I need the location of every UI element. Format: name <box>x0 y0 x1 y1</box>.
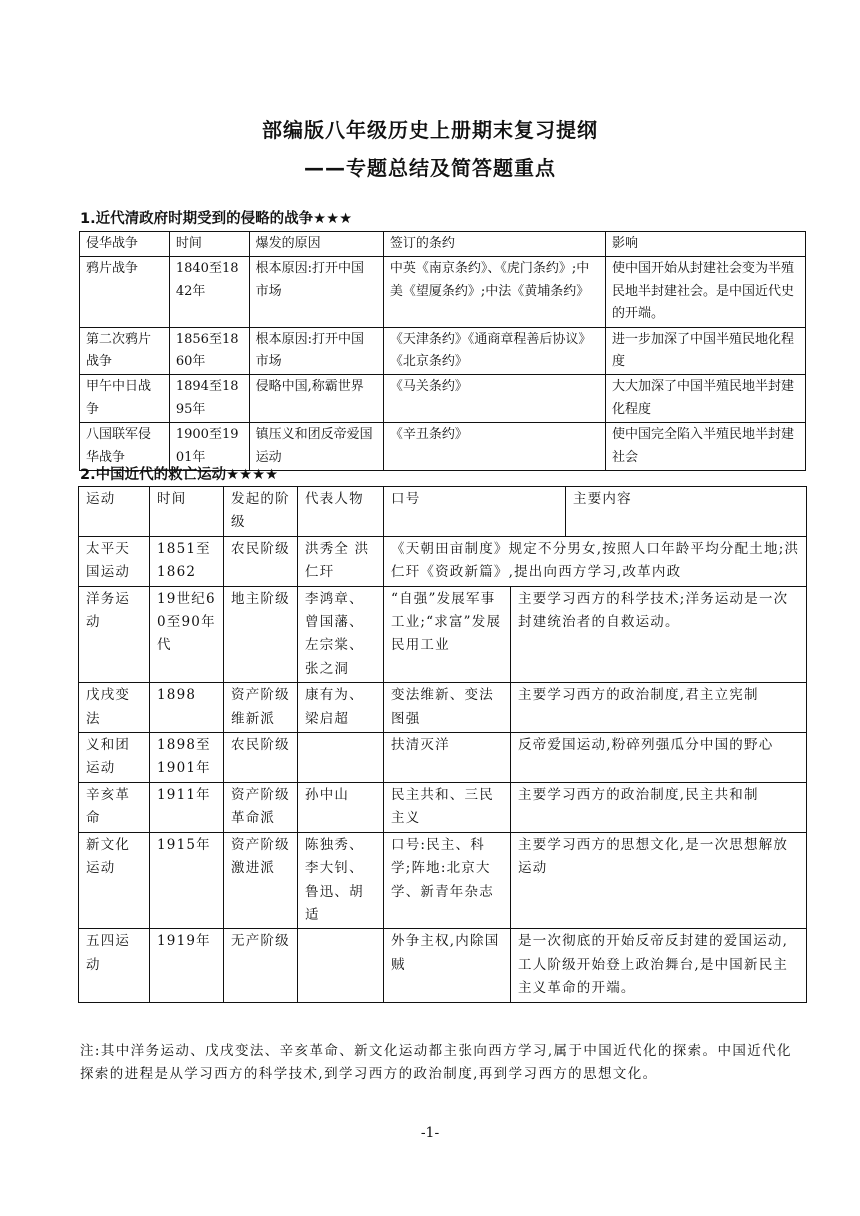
war-table-header <box>80 232 806 257</box>
header-cell: 主要内容 <box>566 487 807 537</box>
war-name: 八国联军侵华战争 <box>80 423 170 471</box>
movement-name: 新文化运动 <box>79 832 150 929</box>
movement-figures: 洪秀全 洪仁玕 <box>298 536 384 586</box>
war-time: 1856至1860年 <box>169 327 249 375</box>
header-cell: 发起的阶级 <box>224 487 298 537</box>
war-treaty: 《马关条约》 <box>383 375 605 423</box>
movement-name: 戊戌变法 <box>79 683 150 733</box>
war-time: 1894至1895年 <box>169 375 249 423</box>
movement-slogan: 民主共和、三民主义 <box>384 782 511 832</box>
war-name: 鸦片战争 <box>80 257 170 327</box>
war-cause: 侵略中国,称霸世界 <box>249 375 383 423</box>
header-cell: 时间 <box>169 232 249 257</box>
movement-content: 主要学习西方的政治制度,民主共和制 <box>511 782 807 832</box>
table-row <box>79 733 807 783</box>
movement-name: 义和团运动 <box>79 733 150 783</box>
table-row <box>80 375 806 423</box>
war-treaty: 《天津条约》《通商章程善后协议》《北京条约》 <box>383 327 605 375</box>
war-time: 1840至1842年 <box>169 257 249 327</box>
movement-content: 主要学习西方的科学技术;洋务运动是一次封建统治者的自救运动。 <box>511 586 807 683</box>
movement-time: 1919年 <box>150 929 224 1002</box>
war-cause: 根本原因:打开中国市场 <box>249 257 383 327</box>
war-table <box>79 231 806 471</box>
movement-time: 1911年 <box>150 782 224 832</box>
movement-content: 《天朝田亩制度》规定不分男女,按照人口年龄平均分配土地;洪仁玕《资政新篇》,提出向西方学习,改革内政 <box>384 536 807 586</box>
movement-slogan: 口号:民主、科学;阵地:北京大学、新青年杂志 <box>384 832 511 929</box>
page-number: -1- <box>420 1125 440 1141</box>
table-row <box>79 536 807 586</box>
war-cause: 根本原因:打开中国市场 <box>249 327 383 375</box>
movement-figures: 康有为、梁启超 <box>298 683 384 733</box>
header-cell: 签订的条约 <box>383 232 605 257</box>
movement-class: 农民阶级 <box>224 536 298 586</box>
movement-slogan: 外争主权,内除国贼 <box>384 929 511 1002</box>
movement-name: 五四运动 <box>79 929 150 1002</box>
movement-class: 无产阶级 <box>224 929 298 1002</box>
header-cell: 运动 <box>79 487 150 537</box>
war-cause: 镇压义和团反帝爱国运动 <box>249 423 383 471</box>
header-cell: 爆发的原因 <box>249 232 383 257</box>
movement-class: 资产阶级维新派 <box>224 683 298 733</box>
movement-name: 洋务运动 <box>79 586 150 683</box>
header-cell: 侵华战争 <box>80 232 170 257</box>
section1-heading: 1.近代清政府时期受到的侵略的战争★★★ <box>80 211 353 227</box>
page-subtitle: ——专题总结及简答题重点 <box>304 156 556 180</box>
war-impact: 进一步加深了中国半殖民地化程度 <box>606 327 806 375</box>
movement-class: 资产阶级激进派 <box>224 832 298 929</box>
table-row <box>79 782 807 832</box>
movement-table <box>78 486 807 1003</box>
header-cell: 时间 <box>150 487 224 537</box>
movement-content: 主要学习西方的政治制度,君主立宪制 <box>511 683 807 733</box>
table-row <box>79 586 807 683</box>
table-row <box>79 683 807 733</box>
war-name: 第二次鸦片战争 <box>80 327 170 375</box>
movement-slogan: 变法维新、变法图强 <box>384 683 511 733</box>
war-impact: 大大加深了中国半殖民地半封建化程度 <box>606 375 806 423</box>
movement-time: 1915年 <box>150 832 224 929</box>
movement-figures: 陈独秀、李大钊、鲁迅、胡适 <box>298 832 384 929</box>
movement-name: 辛亥革命 <box>79 782 150 832</box>
war-impact: 使中国开始从封建社会变为半殖民地半封建社会。是中国近代史的开端。 <box>606 257 806 327</box>
war-name: 甲午中日战争 <box>80 375 170 423</box>
war-time: 1900至1901年 <box>169 423 249 471</box>
movement-content: 主要学习西方的思想文化,是一次思想解放运动 <box>511 832 807 929</box>
header-cell: 口号 <box>384 487 566 537</box>
war-impact: 使中国完全陷入半殖民地半封建社会 <box>606 423 806 471</box>
movement-table-header <box>79 487 807 537</box>
movement-figures: 李鸿章、曾国藩、左宗棠、张之洞 <box>298 586 384 683</box>
header-cell: 影响 <box>606 232 806 257</box>
movement-class: 资产阶级革命派 <box>224 782 298 832</box>
movement-slogan: 扶清灭洋 <box>384 733 511 783</box>
table-row <box>80 257 806 327</box>
movement-slogan: “自强”发展军事工业;“求富”发展民用工业 <box>384 586 511 683</box>
movement-content: 反帝爱国运动,粉碎列强瓜分中国的野心 <box>511 733 807 783</box>
table-row <box>79 832 807 929</box>
summary-note: 注:其中洋务运动、戊戌变法、辛亥革命、新文化运动都主张向西方学习,属于中国近代化的探索。中国近代化探索的进程是从学习西方的科学技术,到学习西方的政治制度,再到学习西方的思想文化。 <box>80 1043 792 1082</box>
section2-heading: 2.中国近代的救亡运动★★★★ <box>80 467 279 483</box>
movement-time: 1851至1862 <box>150 536 224 586</box>
table-row <box>80 327 806 375</box>
war-treaty: 中英《南京条约》、《虎门条约》;中美《望厦条约》;中法《黄埔条约》 <box>383 257 605 327</box>
movement-figures <box>298 929 384 1002</box>
movement-time: 1898 <box>150 683 224 733</box>
movement-name: 太平天国运动 <box>79 536 150 586</box>
movement-time: 1898至1901年 <box>150 733 224 783</box>
header-cell: 代表人物 <box>298 487 384 537</box>
table-row <box>79 929 807 1002</box>
movement-figures: 孙中山 <box>298 782 384 832</box>
movement-content: 是一次彻底的开始反帝反封建的爱国运动,工人阶级开始登上政治舞台,是中国新民主主义革命的开端。 <box>511 929 807 1002</box>
war-treaty: 《辛丑条约》 <box>383 423 605 471</box>
movement-class: 地主阶级 <box>224 586 298 683</box>
movement-time: 19世纪60至90年代 <box>150 586 224 683</box>
movement-class: 农民阶级 <box>224 733 298 783</box>
movement-figures <box>298 733 384 783</box>
page-title: 部编版八年级历史上册期末复习提纲 <box>262 118 598 142</box>
